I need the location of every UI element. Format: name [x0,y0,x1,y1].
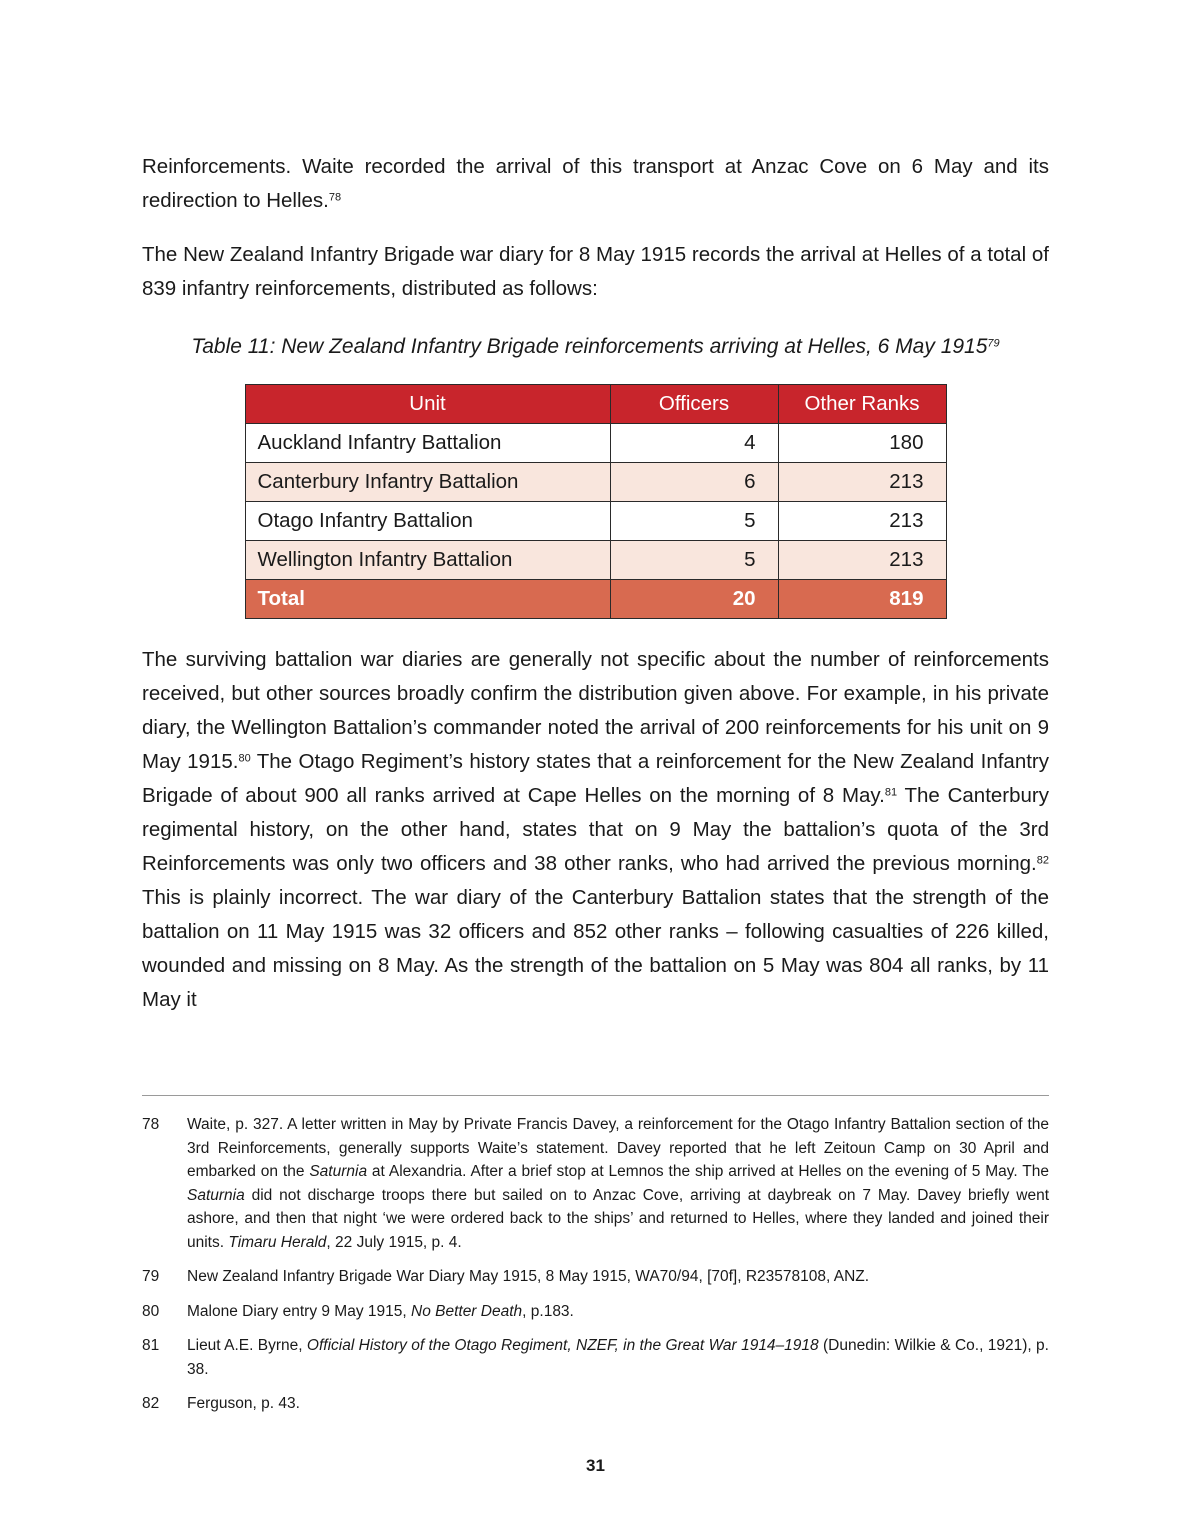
text-run: Waite, p. 327. A letter written in May by Private Francis Davey, a reinforcement for the Otago Infantry Battalion section of the 3rd Reinforcements, generally supports Waite’s statement. Davey reported that he left Zeitoun Camp on 30 April and embarked on the [187,1116,1049,1180]
footnote-ref-81[interactable]: 81 [884,786,898,799]
book-title: No Better Death [411,1302,523,1320]
caption-text: Table 11: New Zealand Infantry Brigade reinforcements arriving at Helles, 6 May 1915 [191,335,988,358]
text-run: , 22 July 1915, p. 4. [326,1233,462,1251]
paragraph-text: The surviving battalion war diaries are generally not specific about the number of reinforcements received, but other sources broadly confirm the distribution given above. For example, in his private diary, the Wellington Battalion’s commander noted the arrival of 200 reinforcements for his unit on 9 May 1915. [142,648,1049,773]
book-title: Official History of the Otago Regiment, NZEF, in the Great War 1914–1918 [306,1337,819,1354]
total-officers: 20 [610,580,778,619]
ship-name: Saturnia [187,1186,245,1204]
footnote-ref-80[interactable]: 80 [238,752,251,765]
page-number: 31 [586,1456,605,1475]
footnote-text [187,1300,1049,1324]
footnote-divider [142,1095,1049,1096]
text-run: at Alexandria. After a brief stop at Lemnos the ship arrived at Helles on the evening of 5 May. The [367,1163,1049,1180]
main-content [142,150,1049,1017]
other-ranks-cell: 213 [778,463,946,502]
footnote-79 [142,1265,1049,1289]
officers-cell: 5 [610,502,778,541]
officers-cell: 6 [610,463,778,502]
text-run: did not discharge troops there but sailed on to Anzac Cove, arriving at daybreak on 7 May. Davey briefly went ashore, and then that night ‘we were ordered back to the ships’ and returned to Helles, where they landed and joined their units. [187,1186,1049,1251]
header-other-ranks: Other Ranks [778,385,946,424]
other-ranks-cell: 180 [778,424,946,463]
header-officers: Officers [610,385,778,424]
footnote-number: 79 [142,1268,160,1285]
footnote-text: Ferguson, p. 43. [187,1395,300,1412]
newspaper-title: Timaru Herald [228,1233,327,1251]
text-run: (Dunedin: Wilkie & Co., 1921), p. 38. [187,1337,1049,1378]
officers-cell: 4 [610,424,778,463]
paragraph-text: This is plainly incorrect. The war diary of the Canterbury Battalion states that the strength of the battalion on 11 May 1915 was 32 officers and 852 other ranks – following casualties of 226 killed, wounded and missing on 8 May. As the strength of the battalion on 5 May was 804 all ranks, by 11 May it [142,886,1049,1011]
footnote-text [187,1334,1049,1381]
footnote-82 [142,1392,1049,1416]
unit-cell: Auckland Infantry Battalion [245,424,610,463]
unit-cell: Canterbury Infantry Battalion [245,463,610,502]
footnote-81 [142,1334,1049,1381]
footnote-number: 81 [142,1337,160,1354]
paragraph-1 [142,150,1049,218]
footnote-80 [142,1300,1049,1324]
other-ranks-cell: 213 [778,502,946,541]
table-row [245,541,946,580]
footnote-ref-78[interactable]: 78 [328,191,342,204]
table-row [245,424,946,463]
paragraph-3 [142,643,1049,1017]
text-run: Lieut A.E. Byrne, [187,1337,307,1354]
text-run: , p.183. [522,1302,574,1320]
footnote-number: 78 [142,1116,160,1133]
footnote-number: 82 [142,1395,160,1412]
paragraph-text: The Canterbury regimental history, on the other hand, states that on 9 May the battalion’s quota of the 3rd Reinforcements was only two officers and 38 other ranks, who had arrived the previous morning. [142,784,1049,875]
text-run: Malone Diary entry 9 May 1915, [187,1302,411,1320]
paragraph-2: The New Zealand Infantry Brigade war diary for 8 May 1915 records the arrival at Helles of a total of 839 infantry reinforcements, distributed as follows: [142,243,1049,300]
paragraph-text: Reinforcements. Waite recorded the arrival of this transport at Anzac Cove on 6 May and its redirection to Helles. [142,155,1049,212]
table-header-row [245,385,946,424]
paragraph-text: The Otago Regiment’s history states that a reinforcement for the New Zealand Infantry Brigade of about 900 all ranks arrived at Cape Helles on the morning of 8 May. [142,750,1049,807]
reinforcements-table [245,384,947,619]
footnote-78 [142,1113,1049,1254]
footnote-text: New Zealand Infantry Brigade War Diary May 1915, 8 May 1915, WA70/94, [70f], R23578108, ANZ. [187,1268,870,1285]
total-other-ranks: 819 [778,580,946,619]
officers-cell: 5 [610,541,778,580]
header-unit: Unit [245,385,610,424]
footnotes [142,1113,1049,1427]
table-row [245,463,946,502]
table-caption [142,332,1049,362]
ship-name: Saturnia [309,1163,368,1180]
table-total-row [245,580,946,619]
footnote-ref-82[interactable]: 82 [1036,854,1049,867]
footnote-ref-79[interactable]: 79 [987,337,1000,350]
table-row [245,502,946,541]
footnote-text [187,1113,1049,1254]
total-label: Total [245,580,610,619]
footnote-number: 80 [142,1302,160,1320]
unit-cell: Wellington Infantry Battalion [245,541,610,580]
unit-cell: Otago Infantry Battalion [245,502,610,541]
other-ranks-cell: 213 [778,541,946,580]
